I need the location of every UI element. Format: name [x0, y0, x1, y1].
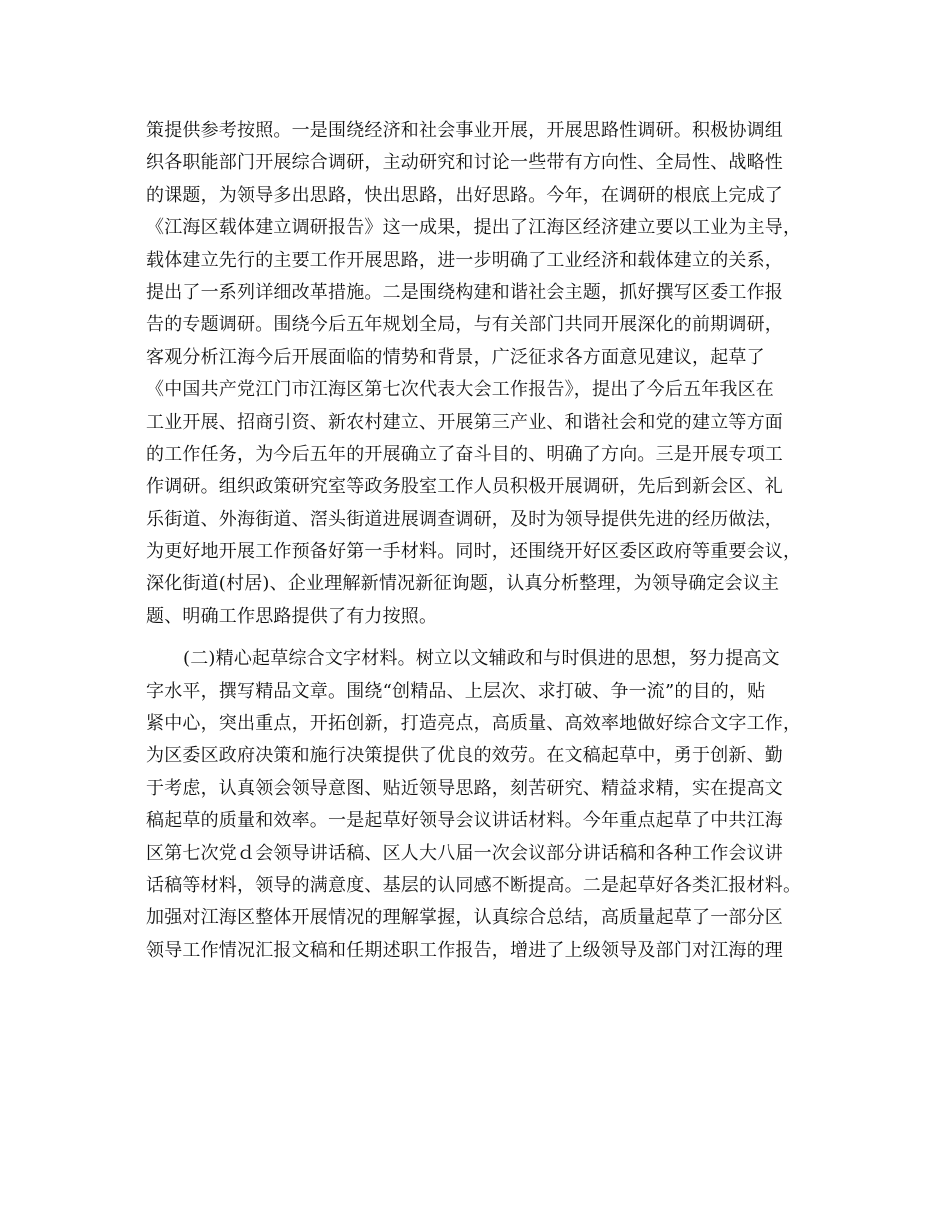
text-line: 区第七次党ｄ会领导讲话稿、区人大八届一次会议部分讲话稿和各种工作会议讲 — [146, 842, 783, 864]
text-line: 客观分析江海今后开展面临的情势和背景，广泛征求各方面意见建议，起草了 — [146, 346, 765, 368]
text-line: 《中国共产党江门市江海区第七次代表大会工作报告》，提出了今后五年我区在 — [146, 379, 774, 401]
text-line: 字水平，撰写精品文章。围绕“创精品、上层次、求打破、争一流”的目的，贴 — [146, 680, 766, 702]
text-line: 于考虑，认真领会领导意图、贴近领导思路，刻苦研究、精益求精，实在提高文 — [146, 777, 783, 799]
text-line: 为区委区政府决策和施行决策提供了优良的效劳。在文稿起草中，勇于创新、勤 — [146, 745, 783, 767]
text-line: 作调研。组织政策研究室等政务股室工作人员积极开展调研，先后到新会区、礼 — [146, 476, 783, 498]
text-line: 的工作任务，为今后五年的开展确立了奋斗目的、明确了方向。三是开展专项工 — [146, 443, 783, 465]
text-line: 《江海区载体建立调研报告》这一成果，提出了江海区经济建立要以工业为主导， — [146, 217, 802, 239]
text-line: 题、明确工作思路提供了有力按照。 — [146, 605, 438, 627]
text-line: 稿起草的质量和效率。一是起草好领导会议讲话材料。今年重点起草了中共江海 — [146, 810, 783, 832]
text-line: 为更好地开展工作预备好第一手材料。同时，还围绕开好区委区政府等重要会议， — [146, 541, 802, 563]
document-body — [146, 115, 806, 967]
text-line: 策提供参考按照。一是围绕经济和社会事业开展，开展思路性调研。积极协调组 — [146, 120, 783, 141]
text-line: 织各职能部门开展综合调研，主动研究和讨论一些带有方向性、全局性、战略性 — [146, 152, 783, 174]
paragraph-2 — [146, 643, 806, 967]
text-line: 深化街道(村居)、企业理解新情况新征询题，认真分析整理，为领导确定会议主 — [146, 573, 780, 595]
text-line: 紧中心，突出重点，开拓创新，打造亮点，高质量、高效率地做好综合文字工作， — [146, 713, 802, 735]
text-line: 载体建立先行的主要工作开展思路，进一步明确了工业经济和载体建立的关系， — [146, 249, 783, 271]
paragraph-spacer — [146, 633, 806, 643]
text-line: 工业开展、招商引资、新农村建立、开展第三产业、和谐社会和党的建立等方面 — [146, 411, 783, 433]
text-line: 加强对江海区整体开展情况的理解掌握，认真综合总结，高质量起草了一部分区 — [146, 907, 783, 929]
text-line: 提出了一系列详细改革措施。二是围绕构建和谐社会主题，抓好撰写区委工作报 — [146, 281, 783, 303]
text-line: 话稿等材料，领导的满意度、基层的认同感不断提高。二是起草好各类汇报材料。 — [146, 874, 802, 896]
text-line: 告的专题调研。围绕今后五年规划全局，与有关部门共同开展深化的前期调研， — [146, 314, 783, 336]
text-line: 的课题，为领导多出思路，快出思路，出好思路。今年，在调研的根底上完成了 — [146, 184, 783, 206]
text-line: 乐街道、外海街道、滘头街道进展调查调研，及时为领导提供先进的经历做法， — [146, 508, 783, 530]
paragraph-1 — [146, 115, 806, 633]
text-line: (二)精心起草综合文字材料。树立以文辅政和与时俱进的思想，努力提高文 — [183, 648, 780, 670]
text-line: 领导工作情况汇报文稿和任期述职工作报告，增进了上级领导及部门对江海的理 — [146, 939, 783, 961]
